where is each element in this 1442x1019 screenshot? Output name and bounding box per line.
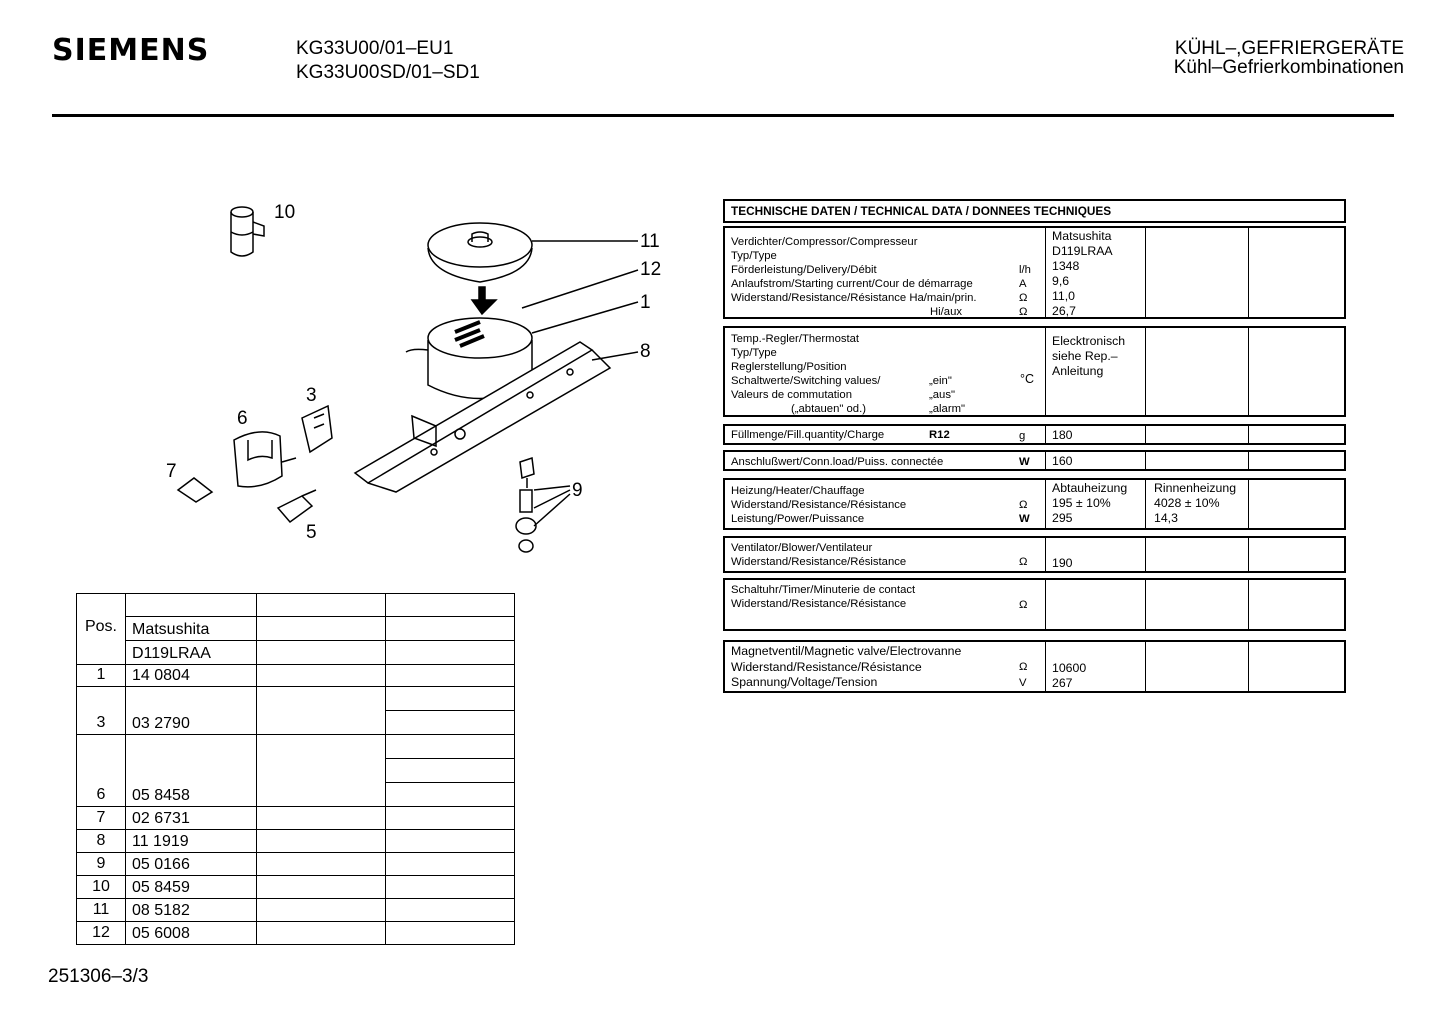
compressor-labels: Verdichter/Compressor/Compresseur Typ/Type Förderleistung/Delivery/Débit Anlaufstrom/Starting current/Cour de démarrage Widerstand/Resistance/Résistance Ha/main/prin. Hi/aux [731, 236, 977, 318]
type-header: D119LRAA [126, 641, 257, 665]
row-part-number: 05 8458 [126, 735, 257, 807]
compressor-section [723, 226, 1346, 319]
header-divider [52, 114, 1394, 117]
category-subtitle: Kühl–Gefrierkombinationen [1173, 57, 1404, 78]
housing-part-6 [234, 432, 296, 487]
model-number-1: KG33U00/01–EU1 [296, 38, 454, 59]
mounting-part-9 [516, 458, 570, 552]
charge-section [723, 424, 1346, 445]
valve-section [723, 640, 1346, 693]
row-pos: 12 [77, 922, 126, 945]
valve-labels: Magnetventil/Magnetic valve/Electrovanne Widerstand/Resistance/Résistance Spannung/Voltage/Tension [731, 644, 962, 689]
blower-section [723, 536, 1346, 573]
callout-3: 3 [306, 385, 317, 406]
row-part-number: 11 1919 [126, 830, 257, 853]
callout-11: 11 [640, 231, 660, 252]
row-pos: 9 [77, 853, 126, 876]
table-row [77, 922, 515, 945]
timer-section [723, 578, 1346, 631]
charge-unit: g [1019, 430, 1026, 442]
callout-5: 5 [306, 522, 317, 543]
category-title: KÜHL–,GEFRIERGERÄTE [1174, 38, 1404, 59]
blower-value: 190 [1045, 538, 1145, 571]
table-row [77, 807, 515, 830]
manufacturer-header: Matsushita [126, 617, 257, 641]
row-part-number: 05 8459 [126, 876, 257, 899]
heater-units: Ω W [1019, 499, 1030, 525]
relay-part-3 [302, 406, 332, 452]
blower-labels: Ventilator/Blower/Ventilateur Widerstand/Resistance/Résistance [731, 542, 907, 568]
model-number-2: KG33U00SD/01–SD1 [296, 62, 480, 83]
callout-6: 6 [237, 408, 248, 429]
connected-load-unit: W [1019, 456, 1030, 468]
row-part-number: 05 0166 [126, 853, 257, 876]
row-part-number: 05 6008 [126, 922, 257, 945]
connected-load-label: Anschlußwert/Conn.load/Puiss. connectée [731, 456, 944, 468]
parts-table [76, 593, 515, 945]
row-pos: 8 [77, 830, 126, 853]
row-part-number: 08 5182 [126, 899, 257, 922]
tech-data-title-box [723, 199, 1346, 223]
heater-labels: Heizung/Heater/Chauffage Widerstand/Resistance/Résistance Leistung/Power/Puissance [731, 485, 907, 525]
heater-section [723, 478, 1346, 530]
timer-labels: Schaltuhr/Timer/Minuterie de contact Widerstand/Resistance/Résistance [731, 584, 916, 610]
row-pos: 7 [77, 807, 126, 830]
callout-10: 10 [274, 202, 296, 223]
table-row [77, 665, 515, 687]
table-row [77, 735, 515, 759]
defrost-heater-values: Abtauheizung 195 ± 10% 295 [1045, 480, 1145, 528]
row-pos: 11 [77, 899, 126, 922]
row-part-number: 02 6731 [126, 807, 257, 830]
table-row [77, 830, 515, 853]
table-row [77, 899, 515, 922]
brand-logo: SIEMENS [52, 33, 210, 68]
connector-part-5 [278, 490, 316, 522]
connected-load-value: 160 [1045, 452, 1145, 469]
callout-8: 8 [640, 341, 651, 362]
assembly-arrow [472, 287, 496, 314]
callout-9: 9 [572, 480, 583, 501]
row-part-number: 03 2790 [126, 687, 257, 735]
blower-unit: Ω [1019, 556, 1028, 568]
pos-header: Pos. [77, 594, 126, 665]
table-row [77, 876, 515, 899]
gutter-heater-values: Rinnenheizung 4028 ± 10% 14,3 [1145, 480, 1248, 528]
callout-7: 7 [166, 461, 177, 482]
table-row [77, 687, 515, 711]
callout-1: 1 [640, 292, 651, 313]
tech-data-title: TECHNISCHE DATEN / TECHNICAL DATA / DONNEES TECHNIQUES [731, 204, 1112, 218]
row-pos: 10 [77, 876, 126, 899]
capacitor-part-10 [231, 207, 264, 256]
thermostat-states: „ein" „aus" „alarm" [929, 375, 966, 415]
row-pos: 3 [77, 687, 126, 735]
compressor-units: l/h A Ω Ω [1019, 264, 1031, 318]
charge-label: Füllmenge/Fill.quantity/Charge [731, 429, 885, 441]
compressor-values: Matsushita D119LRAA 1348 9,6 11,0 26,7 [1045, 228, 1145, 317]
base-rail-part-8 [355, 342, 638, 492]
row-pos: 1 [77, 665, 126, 687]
document-code: 251306–3/3 [48, 966, 149, 987]
callout-12: 12 [640, 259, 662, 280]
thermostat-section [723, 326, 1346, 417]
valve-values: 10600 267 [1045, 642, 1145, 691]
row-pos: 6 [77, 735, 126, 807]
celsius-unit: °C [1020, 372, 1035, 386]
drip-tray-part-11 [428, 223, 638, 282]
thermostat-labels: Temp.-Regler/Thermostat Typ/Type Reglerstellung/Position Schaltwerte/Switching values/ Valeurs de commutation („abtauen" od.) [731, 333, 881, 415]
connected-load-section [723, 450, 1346, 471]
refrigerant: R12 [929, 429, 950, 441]
table-row [77, 853, 515, 876]
exploded-parts-diagram [150, 190, 670, 580]
clip-part-7 [178, 478, 212, 502]
timer-unit: Ω [1019, 599, 1028, 611]
row-part-number: 14 0804 [126, 665, 257, 687]
leader-12 [522, 270, 638, 308]
thermostat-values: Elecktronisch siehe Rep.– Anleitung [1045, 328, 1145, 415]
charge-value: 180 [1045, 426, 1145, 443]
valve-units: Ω V [1019, 661, 1028, 689]
